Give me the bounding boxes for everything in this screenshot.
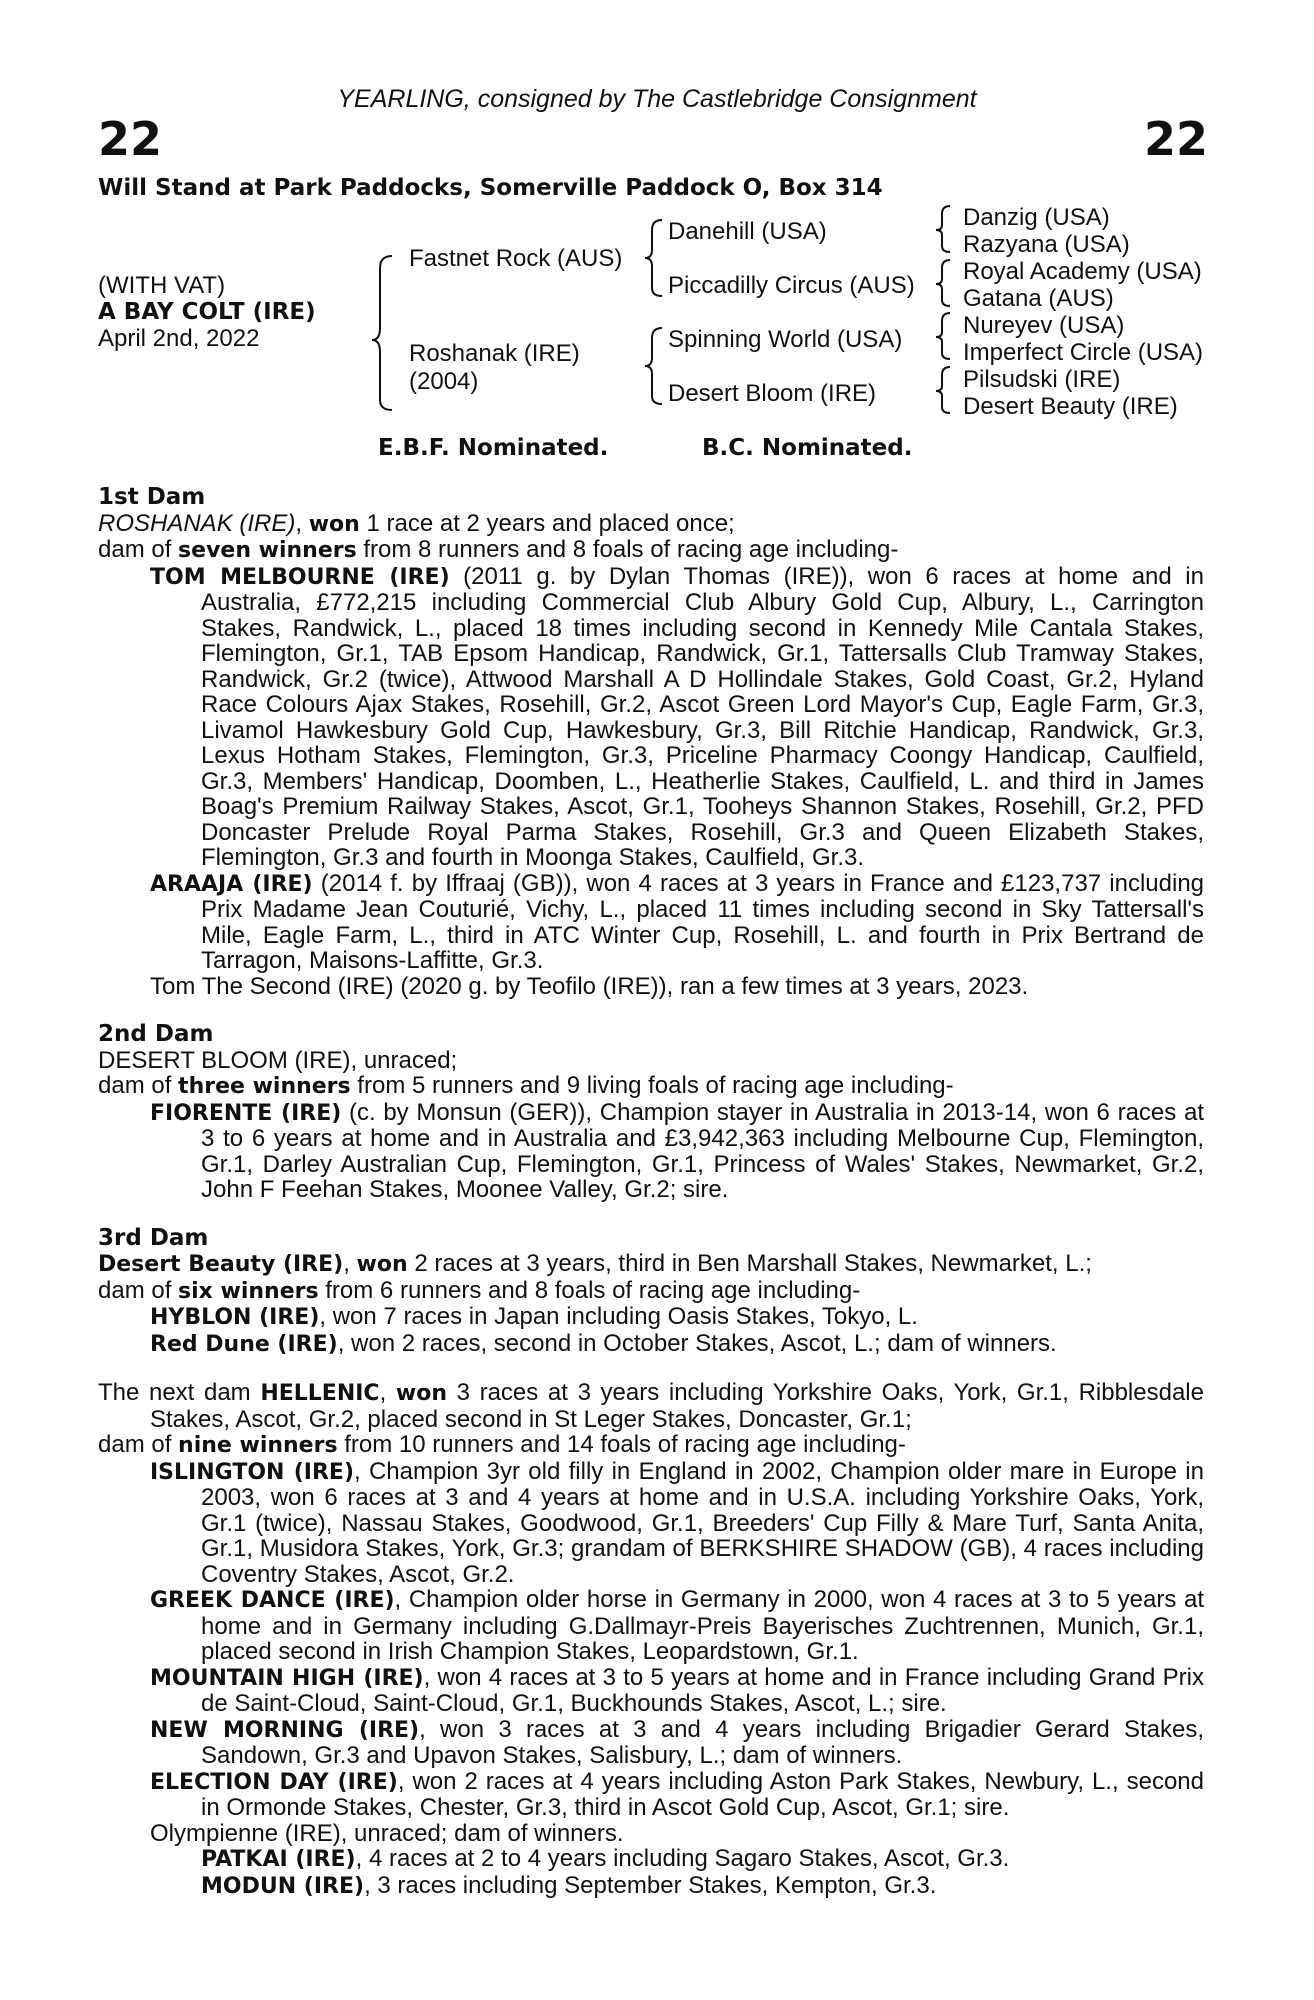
third-dam-heading: 3rd Dam — [98, 1224, 209, 1251]
produce-entry — [98, 1100, 1204, 1203]
vat-note: (WITH VAT) — [98, 272, 226, 299]
next-dam-name: HELLENIC — [260, 1381, 380, 1406]
pedigree-dds: Pilsudski (IRE) — [963, 366, 1121, 393]
produce-text: , Champion older horse in Germany in 2000, won 4 races at 3 to 5 years at home and in Germany including G.Dallmayr-Preis Bayerisches Zuchtrennen, Munich, Gr.1, placed second in Irish Champion Stakes, Leopardstown, Gr.1. — [201, 1586, 1204, 1665]
produce-entry: Olympienne (IRE), unraced; dam of winners. — [150, 1819, 624, 1847]
second-dam-foals: from 5 runners and 9 living foals of racing age including- — [350, 1072, 954, 1099]
produce-text: , Champion 3yr old filly in England in 2002, Champion older mare in Europe in 2003, won 6 races at 3 and 4 years at home and in U.S.A. including Yorkshire Oaks, York, Gr.1 (twice), Nassau Stakes, Goodwood, Gr.1, Breeders' Cup Filly & Mare Turf, Santa Anita, Gr.1, Musidora Stakes, York, Gr.3; grandam of BERKSHIRE SHADOW (GB), 4 races including Coventry Stakes, Ascot, Gr.2. — [201, 1457, 1204, 1588]
produce-entry — [98, 564, 1204, 871]
dam-of-label: dam of — [98, 1072, 179, 1099]
dam-of-label: dam of — [98, 536, 179, 563]
produce-entry — [98, 1717, 1204, 1769]
produce-text: (2011 g. by Dylan Thomas (IRE)), won 6 races at home and in Australia, £772,215 including Commercial Club Albury Gold Cup, Albury, L., Carrington Stakes, Randwick, L., placed 18 times including second in Kennedy Mile Cantala Stakes, Flemington, Gr.1, TAB Epsom Handicap, Randwick, Gr.1, Tattersalls Club Tramway Stakes, Randwick, Gr.2 (twice), Attwood Marshall A D Hollindale Stakes, Gold Coast, Gr.2, Hyland Race Colours Ajax Stakes, Rosehill, Gr.2, Ascot Green Lord Mayor's Cup, Eagle Farm, Gr.3, Livamol Hawkesbury Gold Cup, Hawkesbury, Gr.3, Bill Ritchie Handicap, Randwick, Gr.3, Lexus Hotham Stakes, Flemington, Gr.3, Priceline Pharmacy Coongy Handicap, Caulfield, Gr.3, Members' Handicap, Doomben, L., Heatherlie Stakes, Caulfield, L. and third in James Boag's Premium Railway Stakes, Ascot, Gr.1, Tooheys Shannon Stakes, Rosehill, Gr.2, PFD Doncaster Prelude Royal Parma Stakes, Rosehill, Gr.3 and Queen Elizabeth Stakes, Flemington, Gr.3 and fourth in Moonga Stakes, Caulfield, Gr.3. — [201, 562, 1204, 871]
produce-text: , won 7 races in Japan including Oasis Stakes, Tokyo, L. — [319, 1303, 918, 1330]
produce-name: FIORENTE (IRE) — [150, 1100, 342, 1126]
second-dam-heading: 2nd Dam — [98, 1021, 214, 1047]
produce-name: GREEK DANCE (IRE) — [150, 1588, 395, 1613]
stabling-location: Will Stand at Park Paddocks, Somerville Paddock O, Box 314 — [98, 175, 883, 201]
produce-text: (2014 f. by Iffraaj (GB)), won 4 races at 3 years in France and £123,737 including Prix Madame Jean Couturié, Vichy, L., placed 11 times including second in Sky Tattersall's Mile, Eagle Farm, L., third in ATC Winter Cup, Rosehill, L. and fourth in Prix Bertrand de Tarragon, Maisons-Laffitte, Gr.3. — [201, 869, 1205, 974]
first-dam-won: won — [308, 511, 360, 537]
produce-name: MOUNTAIN HIGH (IRE) — [150, 1665, 424, 1691]
ebf-nomination: E.B.F. Nominated. — [378, 435, 609, 461]
produce-entry — [98, 1331, 1204, 1358]
first-dam-heading: 1st Dam — [98, 484, 206, 510]
produce-name: ELECTION DAY (IRE) — [150, 1769, 398, 1795]
brace-ss — [936, 206, 950, 252]
next-dam-won: won — [395, 1381, 447, 1406]
produce-entry — [98, 1873, 1204, 1900]
produce-text: , 3 races including September Stakes, Kempton, Gr.3. — [364, 1871, 937, 1899]
catalogue-subtitle: YEARLING, consigned by The Castlebridge Consignment — [337, 85, 977, 113]
brace-dd — [936, 367, 950, 413]
second-dam-name: DESERT BLOOM (IRE), unraced; — [98, 1046, 458, 1074]
produce-text: , won 3 races at 3 and 4 years including Brigadier Gerard Stakes, Sandown, Gr.3 and Upavon Stakes, Salisbury, L.; dam of winners. — [201, 1715, 1204, 1769]
produce-entry: Tom The Second (IRE) (2020 g. by Teofilo (IRE)), ran a few times at 3 years, 2023. — [150, 972, 1029, 1000]
dam-of-label: dam of — [98, 1431, 179, 1458]
produce-name: NEW MORNING (IRE) — [150, 1717, 420, 1743]
produce-name: HYBLON (IRE) — [150, 1305, 320, 1330]
produce-entry — [98, 1587, 1204, 1665]
pedigree-dam: Roshanak (IRE) — [409, 340, 580, 367]
produce-name: MODUN (IRE) — [201, 1873, 365, 1899]
horse-dob: April 2nd, 2022 — [98, 325, 260, 352]
pedigree-sire-dam: Piccadilly Circus (AUS) — [668, 272, 915, 299]
next-dam-section — [98, 1380, 1204, 1899]
brace-main — [372, 256, 392, 410]
pedigree-sdd: Gatana (AUS) — [963, 285, 1114, 312]
produce-entry — [98, 1769, 1204, 1821]
produce-text: , won 2 races, second in October Stakes, Ascot, L.; dam of winners. — [337, 1329, 1057, 1357]
next-dam-label: The next dam — [98, 1379, 261, 1406]
produce-name: Red Dune (IRE) — [150, 1331, 338, 1357]
pedigree-sire-sire: Danehill (USA) — [668, 218, 827, 245]
produce-name: ARAAJA (IRE) — [150, 871, 313, 897]
pedigree-sds: Royal Academy (USA) — [963, 258, 1202, 285]
pedigree-ssd: Razyana (USA) — [963, 231, 1130, 258]
bc-nomination: B.C. Nominated. — [702, 435, 913, 461]
pedigree-sire: Fastnet Rock (AUS) — [409, 245, 623, 272]
third-dam-foals: from 6 runners and 8 foals of racing age including- — [318, 1276, 861, 1304]
pedigree-dss: Nureyev (USA) — [963, 312, 1125, 339]
second-dam-winners: three winners — [178, 1074, 351, 1099]
lot-number-left: 22 — [98, 112, 163, 166]
third-dam-name: Desert Beauty (IRE) — [98, 1252, 344, 1277]
produce-entry — [98, 1665, 1204, 1717]
produce-name: PATKAI (IRE) — [201, 1847, 356, 1872]
produce-text: (c. by Monsun (GER)), Champion stayer in Australia in 2013-14, won 6 races at 3 to 6 years at home and in Australia and £3,942,363 including Melbourne Cup, Flemington, Gr.1, Darley Australian Cup, Flemington, Gr.1, Princess of Wales' Stakes, Newmarket, Gr.2, John F Feehan Stakes, Moonee Valley, Gr.2; sire. — [201, 1098, 1204, 1203]
next-dam-text: 3 races at 3 years including Yorkshire Oaks, York, Gr.1, Ribblesdale Stakes, Ascot, Gr.2, placed second in St Leger Stakes, Doncaster, Gr.1; — [150, 1379, 1204, 1433]
pedigree-dam-year: (2004) — [409, 368, 479, 395]
first-dam-record: 1 race at 2 years and placed once; — [359, 509, 735, 537]
pedigree-sss: Danzig (USA) — [963, 204, 1110, 231]
third-dam-winners: six winners — [178, 1278, 319, 1304]
produce-text: , won 4 races at 3 to 5 years at home and in France including Grand Prix de Saint-Cloud, Saint-Cloud, Gr.1, Buckhounds Stakes, Ascot, L.; sire. — [201, 1663, 1204, 1717]
second-dam-section — [98, 1022, 1204, 1203]
lot-number-right: 22 — [1143, 112, 1208, 166]
produce-entry — [98, 871, 1204, 974]
brace-dam — [645, 328, 662, 404]
third-dam-section: 3rd Dam Desert Beauty (IRE), won 2 races at 3 years, third in Ben Marshall Stakes, Newmarket, L.; dam of six winners from 6 runners and 8 foals of racing age including- HYBLON (IRE), won 7 races in Japan including Oasis Stakes, Tokyo, L. Red Dune (IRE), won 2 races, second in October Stakes, Ascot, L.; dam of winners. — [98, 1226, 1204, 1358]
pedigree-dam-dam: Desert Bloom (IRE) — [668, 380, 877, 407]
brace-sire — [645, 220, 662, 296]
next-dam-foals: from 10 runners and 14 foals of racing age including- — [337, 1431, 906, 1458]
produce-name: ISLINGTON (IRE) — [150, 1459, 354, 1485]
next-dam-winners: nine winners — [178, 1433, 338, 1458]
next-dam-record: The next dam HELLENIC, won 3 races at 3 years including Yorkshire Oaks, York, Gr.1, Ribblesdale Stakes, Ascot, Gr.2, placed second in St Leger Stakes, Doncaster, Gr.1; — [98, 1379, 1204, 1433]
produce-record — [98, 485, 1204, 1899]
first-dam-section: 1st Dam ROSHANAK (IRE), won 1 race at 2 years and placed once; dam of seven winners from 8 runners and 8 foals of racing age including- TOM MELBOURNE (IRE) (2011 g. by Dylan Thomas (IRE)), won 6 races at home and in Australia, £772,215 including Commercial Club Albury Gold Cup, Albury, L., Carrington Stakes, Randwick, L., placed 18 times including second in Kennedy Mile Cantala Stakes, Flemington, Gr.1, TAB Epsom Handicap, Randwick, Gr.1, Tattersalls Club Tramway Stakes, Randwick, Gr.2 (twice), Attwood Marshall A D Hollindale Stakes, Gold Coast, Gr.2, Hyland Race Colours Ajax Stakes, Rosehill, Gr.2, Ascot Green Lord Mayor's Cup, Eagle Farm, Gr.3, Livamol Hawkesbury Gold Cup, Hawkesbury, Gr.3, Bill Ritchie Handicap, Randwick, Gr.3, Lexus Hotham Stakes, Flemington, Gr.3, Priceline Pharmacy Coongy Handicap, Caulfield, Gr.3, Members' Handicap, Doomben, L., Heatherlie Stakes, Caulfield, L. and third in James Boag's Premium Railway Stakes, Ascot, Gr.1, Tooheys Shannon Stakes, Rosehill, Gr.2, PFD Doncaster Prelude Royal Parma Stakes, Rosehill, Gr.3 and Queen Elizabeth Stakes, Flemington, Gr.3 and fourth in Moonga Stakes, Caulfield, Gr.3. ARAAJA (IRE) (2014 f. by Iffraaj (GB)), won 4 races at 3 years in France and £123,737 including Prix Madame Jean Couturié, Vichy, L., placed 11 times including second in Sky Tattersall's Mile, Eagle Farm, L., third in ATC Winter Cup, Rosehill, L. and fourth in Prix Bertrand de Tarragon, Maisons-Laffitte, Gr.3. Tom The Second (IRE) (2020 g. by Teofilo (IRE)), ran a few times at 3 years, 2023. — [98, 484, 1205, 1000]
produce-text: , won 2 races at 4 years including Aston Park Stakes, Newbury, L., second in Ormonde Stakes, Chester, Gr.3, third in Ascot Gold Cup, Ascot, Gr.1; sire. — [201, 1767, 1204, 1821]
brace-ds — [936, 313, 950, 359]
produce-entry — [98, 1304, 1204, 1331]
third-dam-won: won — [356, 1252, 408, 1277]
dam-of-label: dam of — [98, 1276, 179, 1304]
pedigree-ddd: Desert Beauty (IRE) — [963, 393, 1178, 420]
produce-text: , 4 races at 2 to 4 years including Sagaro Stakes, Ascot, Gr.3. — [355, 1845, 1010, 1872]
horse-name: A BAY COLT (IRE) — [98, 299, 316, 325]
first-dam-foals: from 8 runners and 8 foals of racing age including- — [356, 536, 899, 563]
pedigree-dsd: Imperfect Circle (USA) — [963, 339, 1204, 366]
third-dam-record: 2 races at 3 years, third in Ben Marshall Stakes, Newmarket, L.; — [407, 1250, 1092, 1277]
brace-sd — [936, 260, 950, 306]
produce-entry — [98, 1846, 1204, 1873]
pedigree-dam-sire: Spinning World (USA) — [668, 326, 903, 353]
first-dam-name: ROSHANAK (IRE) — [98, 509, 296, 537]
produce-entry — [98, 1459, 1204, 1588]
first-dam-winners: seven winners — [178, 538, 357, 563]
produce-name: TOM MELBOURNE (IRE) — [150, 564, 450, 590]
